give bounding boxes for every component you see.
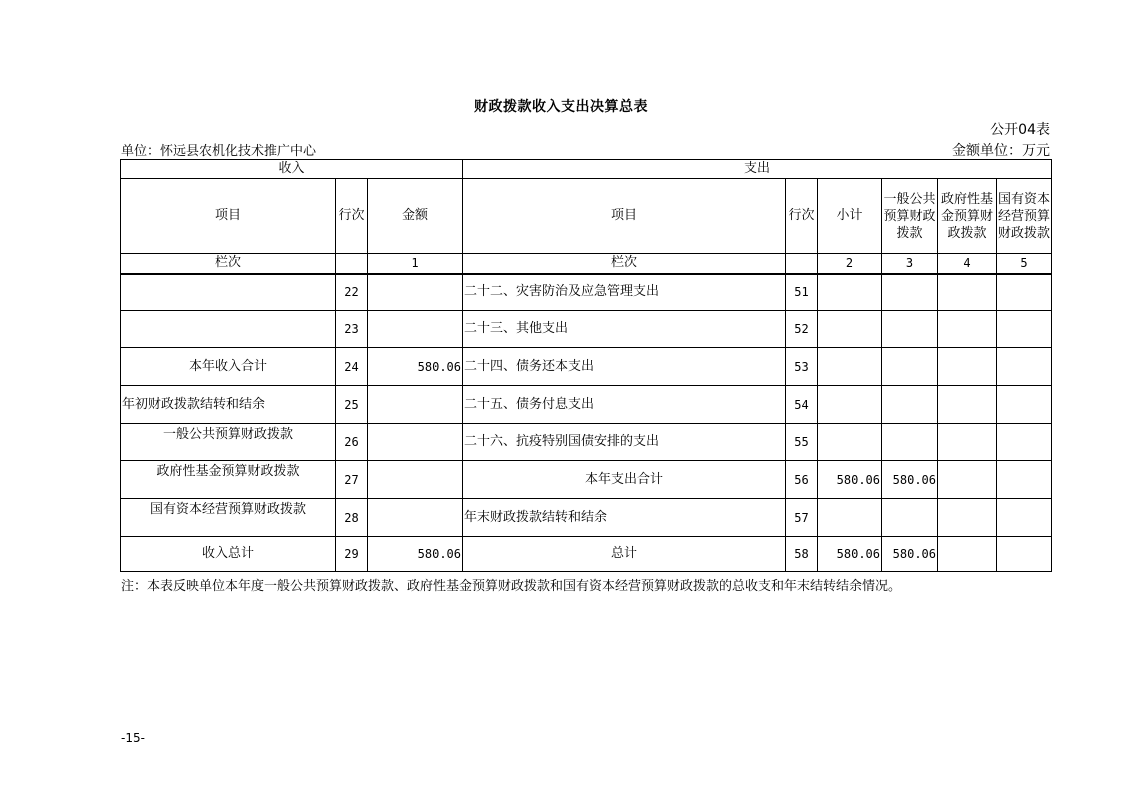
income-item: 一般公共预算财政拨款: [121, 424, 336, 461]
state-capital-amount: [997, 274, 1052, 311]
income-item: [121, 274, 336, 311]
expense-row-no: 53: [786, 348, 818, 386]
income-row-no: 23: [336, 311, 368, 348]
income-row-no: 25: [336, 386, 368, 424]
expense-item: 本年支出合计: [463, 461, 786, 499]
subtotal-amount: 580.06: [818, 537, 882, 572]
money-unit: 金额单位：万元: [952, 143, 1050, 159]
expense-item: 二十五、债务付息支出: [463, 386, 786, 424]
income-column-blank: [336, 254, 368, 274]
general-budget-amount: [882, 424, 938, 461]
income-amount: 580.06: [368, 348, 463, 386]
gov-fund-amount: [938, 311, 997, 348]
gov-fund-header-text: 政府性基金预算财政拨款: [941, 191, 994, 241]
state-capital-amount: [997, 386, 1052, 424]
table-row: [121, 424, 1052, 461]
state-capital-header-text: 国有资本经营预算财政拨款: [998, 191, 1051, 241]
income-amount: [368, 424, 463, 461]
subtotal-amount: [818, 386, 882, 424]
state-capital-amount: [997, 424, 1052, 461]
general-budget-amount: [882, 499, 938, 537]
column-2-label: 2: [818, 254, 882, 274]
gov-fund-header: [938, 179, 997, 254]
form-number: 公开04表: [990, 122, 1050, 138]
table-row: [121, 274, 1052, 311]
income-amount: [368, 386, 463, 424]
subtotal-amount: [818, 348, 882, 386]
expense-row-no: 56: [786, 461, 818, 499]
gov-fund-amount: [938, 499, 997, 537]
expense-row-no: 55: [786, 424, 818, 461]
general-budget-header-text: 一般公共预算财政拨款: [883, 191, 936, 241]
table-note: 注：本表反映单位本年度一般公共预算财政拨款、政府性基金预算财政拨款和国有资本经营预算财政拨款的总收支和年末结转结余情况。: [121, 579, 902, 594]
income-amount: [368, 274, 463, 311]
state-capital-amount: [997, 537, 1052, 572]
gov-fund-amount: [938, 537, 997, 572]
state-capital-header: [997, 179, 1052, 254]
expense-item: 总计: [463, 537, 786, 572]
income-amount: 580.06: [368, 537, 463, 572]
reporting-unit: 单位：怀远县农机化技术推广中心: [121, 144, 317, 159]
income-row-no: 27: [336, 461, 368, 499]
table-row: [121, 311, 1052, 348]
income-amount: [368, 311, 463, 348]
column-1-label: 1: [368, 254, 463, 274]
column-number-row: [121, 254, 1052, 274]
subtotal-amount: [818, 499, 882, 537]
expense-column-label: 栏次: [463, 254, 786, 274]
gov-fund-amount: [938, 424, 997, 461]
income-item: [121, 311, 336, 348]
income-amount-header: 金额: [368, 179, 463, 254]
general-budget-amount: [882, 311, 938, 348]
income-row-no-header: 行次: [336, 179, 368, 254]
expense-item: 二十三、其他支出: [463, 311, 786, 348]
state-capital-amount: [997, 311, 1052, 348]
column-header-row: [121, 179, 1052, 254]
column-3-label: 3: [882, 254, 938, 274]
income-item: 年初财政拨款结转和结余: [121, 386, 336, 424]
expense-column-blank: [786, 254, 818, 274]
table-row: [121, 537, 1052, 572]
income-item: 本年收入合计: [121, 348, 336, 386]
subtotal-amount: 580.06: [818, 461, 882, 499]
income-row-no: 28: [336, 499, 368, 537]
general-budget-header: [882, 179, 938, 254]
general-budget-amount: 580.06: [882, 537, 938, 572]
income-section-header: 收入: [121, 160, 463, 179]
subtotal-amount: [818, 424, 882, 461]
state-capital-amount: [997, 461, 1052, 499]
page-number: -15-: [121, 731, 145, 745]
column-5-label: 5: [997, 254, 1052, 274]
expense-row-no: 57: [786, 499, 818, 537]
expense-row-no-header: 行次: [786, 179, 818, 254]
table-row: [121, 386, 1052, 424]
expense-section-header: 支出: [463, 160, 1052, 179]
general-budget-amount: [882, 348, 938, 386]
income-amount: [368, 499, 463, 537]
income-column-label: 栏次: [121, 254, 336, 274]
income-item: 政府性基金预算财政拨款: [121, 461, 336, 499]
income-amount: [368, 461, 463, 499]
subtotal-header: 小计: [818, 179, 882, 254]
income-item: 收入总计: [121, 537, 336, 572]
table-row: [121, 499, 1052, 537]
expense-row-no: 58: [786, 537, 818, 572]
section-header-row: [121, 160, 1052, 179]
income-row-no: 26: [336, 424, 368, 461]
expense-row-no: 52: [786, 311, 818, 348]
gov-fund-amount: [938, 274, 997, 311]
expense-item: 年末财政拨款结转和结余: [463, 499, 786, 537]
report-title: 财政拨款收入支出决算总表: [474, 99, 648, 115]
income-row-no: 29: [336, 537, 368, 572]
state-capital-amount: [997, 348, 1052, 386]
general-budget-amount: [882, 386, 938, 424]
expense-item: 二十四、债务还本支出: [463, 348, 786, 386]
general-budget-amount: [882, 274, 938, 311]
table-row: [121, 348, 1052, 386]
income-item: 国有资本经营预算财政拨款: [121, 499, 336, 537]
income-row-no: 22: [336, 274, 368, 311]
expense-item: 二十六、抗疫特别国债安排的支出: [463, 424, 786, 461]
column-4-label: 4: [938, 254, 997, 274]
income-item-header: 项目: [121, 179, 336, 254]
gov-fund-amount: [938, 386, 997, 424]
table-row: [121, 461, 1052, 499]
general-budget-amount: 580.06: [882, 461, 938, 499]
gov-fund-amount: [938, 461, 997, 499]
finance-summary-table: [120, 159, 1052, 572]
expense-row-no: 54: [786, 386, 818, 424]
expense-item: 二十二、灾害防治及应急管理支出: [463, 274, 786, 311]
subtotal-amount: [818, 311, 882, 348]
subtotal-amount: [818, 274, 882, 311]
expense-row-no: 51: [786, 274, 818, 311]
state-capital-amount: [997, 499, 1052, 537]
expense-item-header: 项目: [463, 179, 786, 254]
gov-fund-amount: [938, 348, 997, 386]
income-row-no: 24: [336, 348, 368, 386]
